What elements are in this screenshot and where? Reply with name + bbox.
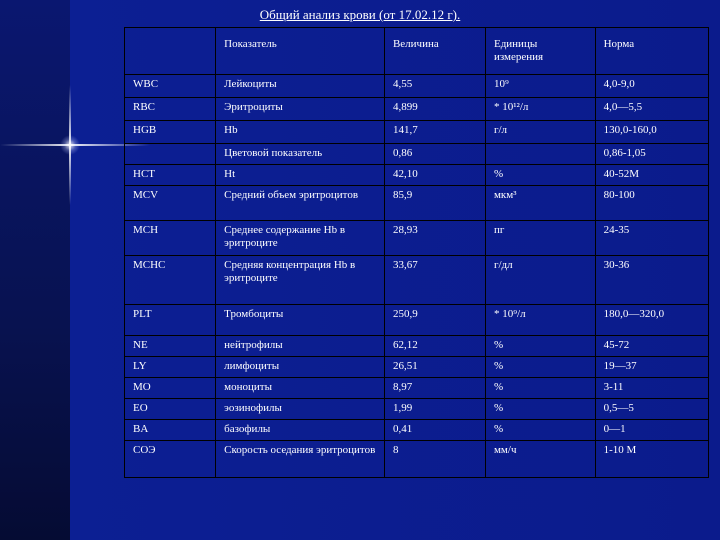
row-code: EO — [125, 399, 216, 420]
row-unit: % — [485, 357, 595, 378]
row-name: базофилы — [216, 420, 385, 441]
row-unit: г/дл — [485, 256, 595, 305]
row-name: Ht — [216, 165, 385, 186]
row-value: 0,41 — [384, 420, 485, 441]
row-value: 1,99 — [384, 399, 485, 420]
row-name: нейтрофилы — [216, 336, 385, 357]
row-norm: 4,0-9,0 — [595, 75, 708, 98]
row-value: 141,7 — [384, 121, 485, 144]
row-value: 62,12 — [384, 336, 485, 357]
row-value: 4,55 — [384, 75, 485, 98]
row-unit: * 10¹²/л — [485, 98, 595, 121]
table-row — [125, 336, 709, 357]
row-code: RBC — [125, 98, 216, 121]
row-name: эозинофилы — [216, 399, 385, 420]
row-unit: % — [485, 399, 595, 420]
table-row — [125, 378, 709, 399]
row-code: NE — [125, 336, 216, 357]
row-norm: 45-72 — [595, 336, 708, 357]
row-name: Средний объем эритроцитов — [216, 186, 385, 221]
row-value: 26,51 — [384, 357, 485, 378]
table-row — [125, 305, 709, 336]
row-code: LY — [125, 357, 216, 378]
row-unit: % — [485, 378, 595, 399]
sparkle-icon — [60, 135, 80, 155]
row-unit: мкм³ — [485, 186, 595, 221]
row-value: 42,10 — [384, 165, 485, 186]
row-code: WBC — [125, 75, 216, 98]
row-value: 85,9 — [384, 186, 485, 221]
row-norm: 40-52М — [595, 165, 708, 186]
row-norm: 80-100 — [595, 186, 708, 221]
row-code: BA — [125, 420, 216, 441]
row-name: Hb — [216, 121, 385, 144]
row-name: Цветовой показатель — [216, 144, 385, 165]
row-name: Лейкоциты — [216, 75, 385, 98]
left-band-decoration — [0, 0, 70, 540]
table-header-row — [125, 28, 709, 75]
table-row — [125, 256, 709, 305]
blood-test-table — [124, 27, 709, 478]
row-value: 0,86 — [384, 144, 485, 165]
table-row — [125, 144, 709, 165]
row-value: 4,899 — [384, 98, 485, 121]
table-row — [125, 165, 709, 186]
row-value: 28,93 — [384, 221, 485, 256]
row-name: лимфоциты — [216, 357, 385, 378]
row-norm: 3-11 — [595, 378, 708, 399]
row-norm: 4,0—5,5 — [595, 98, 708, 121]
row-code: MCH — [125, 221, 216, 256]
row-unit: пг — [485, 221, 595, 256]
row-norm: 130,0-160,0 — [595, 121, 708, 144]
row-code: MCV — [125, 186, 216, 221]
row-name: Среднее содержание Hb в эритроците — [216, 221, 385, 256]
header-norm: Норма — [595, 28, 708, 75]
row-norm: 30-36 — [595, 256, 708, 305]
row-value: 250,9 — [384, 305, 485, 336]
row-name: Эритроциты — [216, 98, 385, 121]
header-code — [125, 28, 216, 75]
row-unit: 10⁹ — [485, 75, 595, 98]
row-unit: % — [485, 420, 595, 441]
row-unit: * 10⁹/л — [485, 305, 595, 336]
row-name: Тромбоциты — [216, 305, 385, 336]
row-code: MO — [125, 378, 216, 399]
table-row — [125, 98, 709, 121]
table-row — [125, 357, 709, 378]
row-name: Средняя концентрация Hb в эритроците — [216, 256, 385, 305]
table-row — [125, 399, 709, 420]
row-norm: 0—1 — [595, 420, 708, 441]
row-unit: г/л — [485, 121, 595, 144]
document-title: Общий анализ крови (от 17.02.12 г). — [259, 7, 461, 22]
table-row — [125, 186, 709, 221]
row-unit: % — [485, 165, 595, 186]
row-code: СОЭ — [125, 441, 216, 478]
row-code: MCHC — [125, 256, 216, 305]
table-row — [125, 420, 709, 441]
row-code: HGB — [125, 121, 216, 144]
row-name: моноциты — [216, 378, 385, 399]
row-value: 33,67 — [384, 256, 485, 305]
row-norm: 0,5—5 — [595, 399, 708, 420]
row-norm: 19—37 — [595, 357, 708, 378]
row-unit: мм/ч — [485, 441, 595, 478]
row-unit — [485, 144, 595, 165]
table-row — [125, 221, 709, 256]
table-row — [125, 121, 709, 144]
row-norm: 1-10 М — [595, 441, 708, 478]
row-norm: 180,0—320,0 — [595, 305, 708, 336]
header-indicator: Показатель — [216, 28, 385, 75]
table-row — [125, 75, 709, 98]
row-norm: 0,86-1,05 — [595, 144, 708, 165]
row-code — [125, 144, 216, 165]
table-row — [125, 441, 709, 478]
row-value: 8,97 — [384, 378, 485, 399]
header-units: Единицы измерения — [485, 28, 595, 75]
row-code: PLT — [125, 305, 216, 336]
row-code: HCT — [125, 165, 216, 186]
row-name: Скорость оседания эритроцитов — [216, 441, 385, 478]
row-unit: % — [485, 336, 595, 357]
header-value: Величина — [384, 28, 485, 75]
row-value: 8 — [384, 441, 485, 478]
row-norm: 24-35 — [595, 221, 708, 256]
